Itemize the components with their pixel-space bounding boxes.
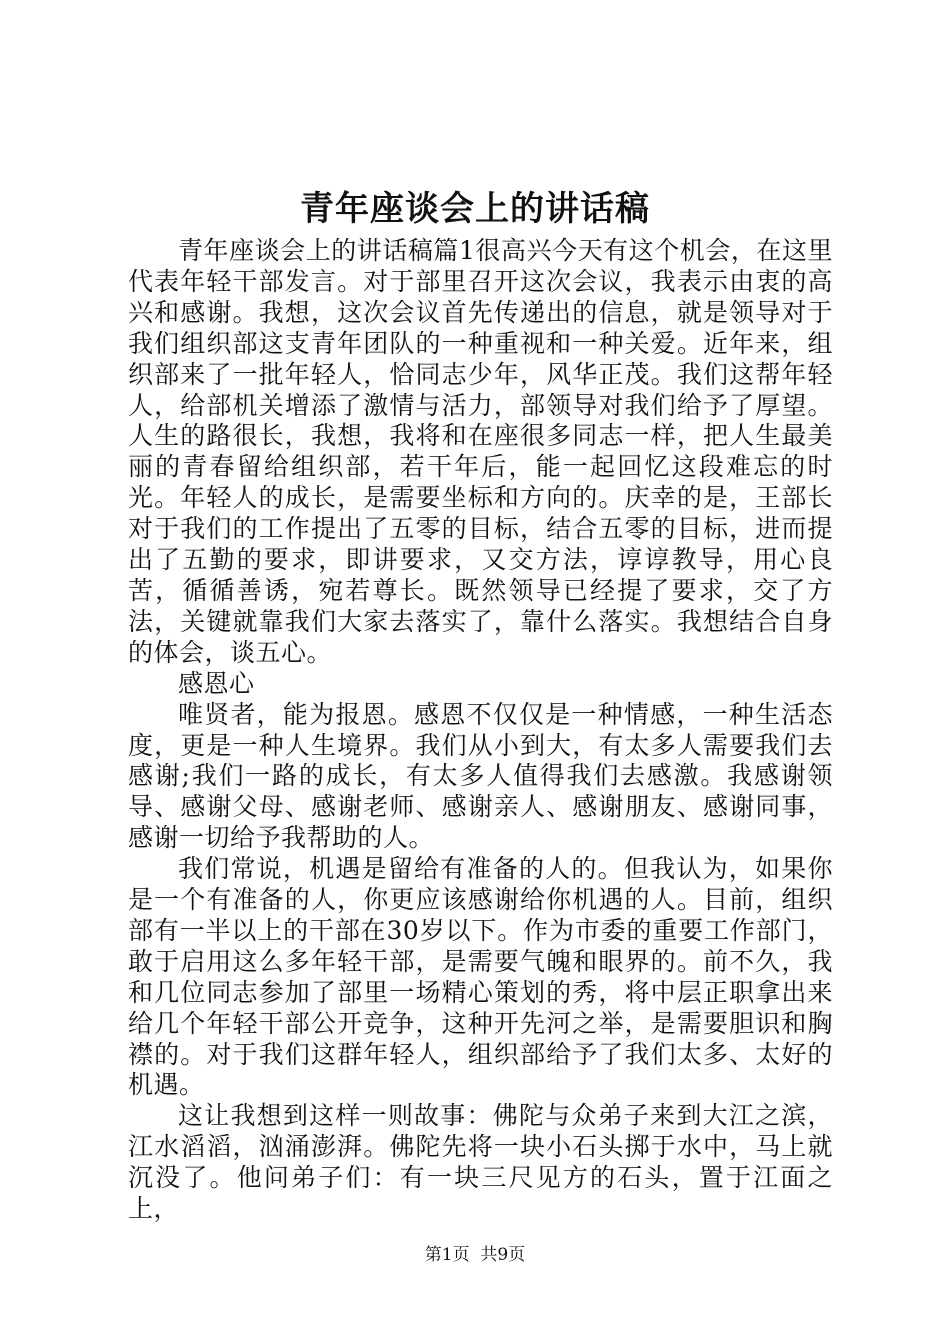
section-heading-gratitude: 感恩心 [178, 668, 255, 698]
paragraph-story: 这让我想到这样一则故事：佛陀与众弟子来到大江之滨，江水滔滔，汹涌澎湃。佛陀先将一块小石头掷于水中，马上就沉没了。他问弟子们：有一块三尺见方的石头，置于江面之上， [128, 1101, 833, 1224]
document-title: 青年座谈会上的讲话稿 [300, 189, 650, 229]
paragraph-opportunity: 我们常说，机遇是留给有准备的人的。但我认为，如果你是一个有准备的人，你更应该感谢给你机遇的人。目前，组织部有一半以上的干部在30岁以下。作为市委的重要工作部门，敢于启用这么多年轻干部，是需要气魄和眼界的。前不久，我和几位同志参加了部里一场精心策划的秀，将中层正职拿出来给几个年轻干部公开竞争，这种开先河之举，是需要胆识和胸襟的。对于我们这群年轻人，组织部给予了我们太多、太好的机遇。 [128, 854, 833, 1100]
paragraph-gratitude: 唯贤者，能为报恩。感恩不仅仅是一种情感，一种生活态度，更是一种人生境界。我们从小到大，有太多人需要我们去感谢;我们一路的成长，有太多人值得我们去感激。我感谢领导、感谢父母、感谢老师、感谢亲人、感谢朋友、感谢同事，感谢一切给予我帮助的人。 [128, 699, 833, 853]
page-number: 第1页 [424, 1245, 470, 1265]
document-body [128, 236, 833, 1225]
page-total: 共9页 [480, 1245, 526, 1265]
footer-spacer [470, 1245, 481, 1265]
paragraph-intro: 青年座谈会上的讲话稿篇1很高兴今天有这个机会，在这里代表年轻干部发言。对于部里召开这次会议，我表示由衷的高兴和感谢。我想，这次会议首先传递出的信息，就是领导对于我们组织部这支青年团队的一种重视和一种关爱。近年来，组织部来了一批年轻人，恰同志少年，风华正茂。我们这帮年轻人，给部机关增添了激情与活力，部领导对我们给予了厚望。人生的路很长，我想，我将和在座很多同志一样，把人生最美丽的青春留给组织部，若干年后，能一起回忆这段难忘的时光。年轻人的成长，是需要坐标和方向的。庆幸的是，王部长对于我们的工作提出了五零的目标，结合五零的目标，进而提出了五勤的要求，即讲要求，又交方法，谆谆教导，用心良苦，循循善诱，宛若尊长。既然领导已经提了要求，交了方法，关键就靠我们大家去落实了，靠什么落实。我想结合自身的体会，谈五心。 [128, 236, 833, 667]
page-footer [0, 1243, 950, 1267]
